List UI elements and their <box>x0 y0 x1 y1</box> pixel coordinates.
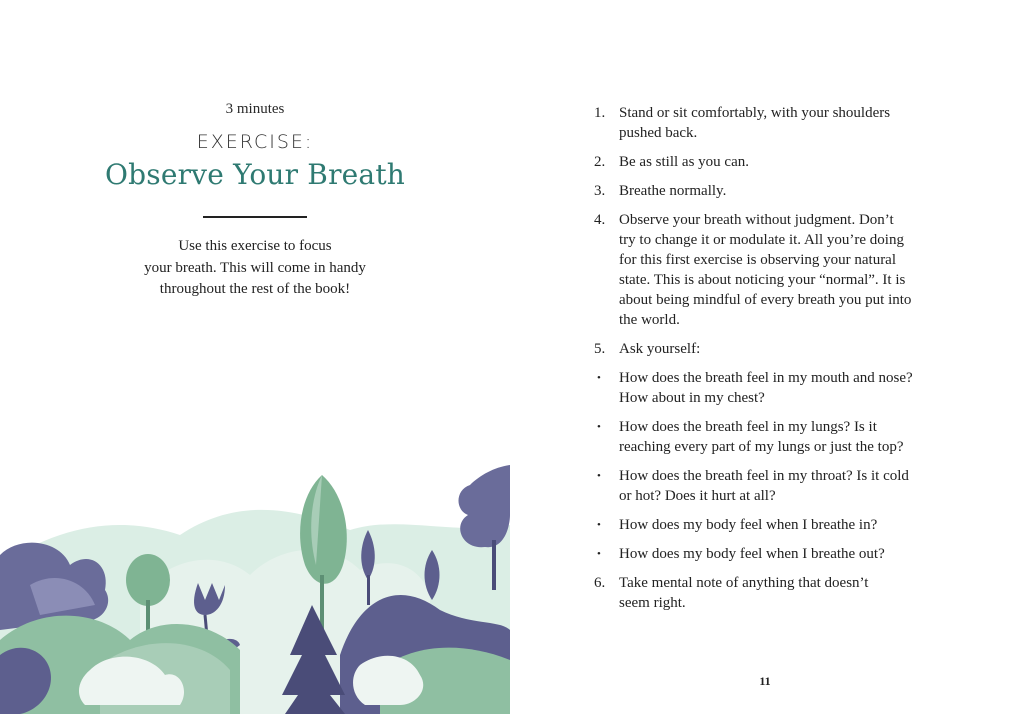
list-item <box>594 544 954 564</box>
bullet-marker: • <box>597 372 601 384</box>
list-item-line: about being mindful of every breath you put into <box>619 292 912 308</box>
tree-trunk <box>492 540 496 590</box>
list-item-line: How does the breath feel in my mouth and nose? <box>619 370 913 386</box>
bullet-marker: • <box>597 548 601 560</box>
list-item <box>594 339 954 359</box>
list-item <box>594 417 954 457</box>
green-tree-crown <box>126 554 170 606</box>
list-item-line: the world. <box>619 312 680 328</box>
title-divider <box>203 216 307 218</box>
list-item-line: Observe your breath without judgment. Don’t <box>619 212 894 228</box>
bullet-marker: • <box>597 519 601 531</box>
list-item-line: How does my body feel when I breathe in? <box>619 517 878 533</box>
list-item <box>594 515 954 535</box>
bullet-marker: • <box>597 470 601 482</box>
tree-trunk <box>367 575 370 605</box>
list-item <box>594 210 954 330</box>
list-marker: 2. <box>594 154 606 170</box>
list-marker: 6. <box>594 575 606 591</box>
list-item-line: try to change it or modulate it. All you’re doing <box>619 232 904 248</box>
intro-text <box>100 236 410 301</box>
list-item-line: How about in my chest? <box>619 390 765 406</box>
intro-line: throughout the rest of the book! <box>159 281 351 297</box>
exercise-duration: 3 minutes <box>225 101 285 117</box>
list-item-line: How does the breath feel in my lungs? Is it <box>619 419 877 435</box>
list-item-line: or hot? Does it hurt at all? <box>619 488 776 504</box>
list-item-line: seem right. <box>619 595 686 611</box>
list-item <box>594 103 954 143</box>
list-item-line: How does my body feel when I breathe out? <box>619 546 885 562</box>
intro-line: Use this exercise to focus <box>178 238 332 254</box>
list-item-line: Be as still as you can. <box>619 154 749 170</box>
list-item <box>594 573 954 613</box>
tall-green-tree <box>300 475 347 584</box>
list-item-line: for this first exercise is observing your natural <box>619 252 897 268</box>
list-item-line: How does the breath feel in my throat? Is it cold <box>619 468 909 484</box>
list-item-line: state. This is about noticing your “normal”. It is <box>619 272 906 288</box>
list-item-line: Breathe normally. <box>619 183 727 199</box>
list-item-line: reaching every part of my lungs or just the top? <box>619 439 904 455</box>
purple-round-tree <box>458 465 510 547</box>
page-title: Observe Your Breath <box>104 158 406 191</box>
list-item-line: Ask yourself: <box>619 341 701 357</box>
exercise-label: EXERCISE: <box>196 131 314 153</box>
bullet-marker: • <box>597 421 601 433</box>
forest-illustration <box>0 455 510 714</box>
list-item-line: Take mental note of anything that doesn’t <box>619 575 869 591</box>
right-page <box>510 0 1020 714</box>
list-marker: 1. <box>594 105 606 121</box>
list-item <box>594 181 954 201</box>
list-marker: 5. <box>594 341 606 357</box>
list-item <box>594 368 954 408</box>
list-item <box>594 466 954 506</box>
instruction-list <box>594 103 954 622</box>
list-item-line: pushed back. <box>619 125 698 141</box>
page-number: 11 <box>759 674 771 688</box>
intro-line: your breath. This will come in handy <box>144 259 366 276</box>
list-item-line: Stand or sit comfortably, with your shoulders <box>619 105 891 121</box>
list-marker: 4. <box>594 212 606 228</box>
list-marker: 3. <box>594 183 606 199</box>
list-item <box>594 152 954 172</box>
